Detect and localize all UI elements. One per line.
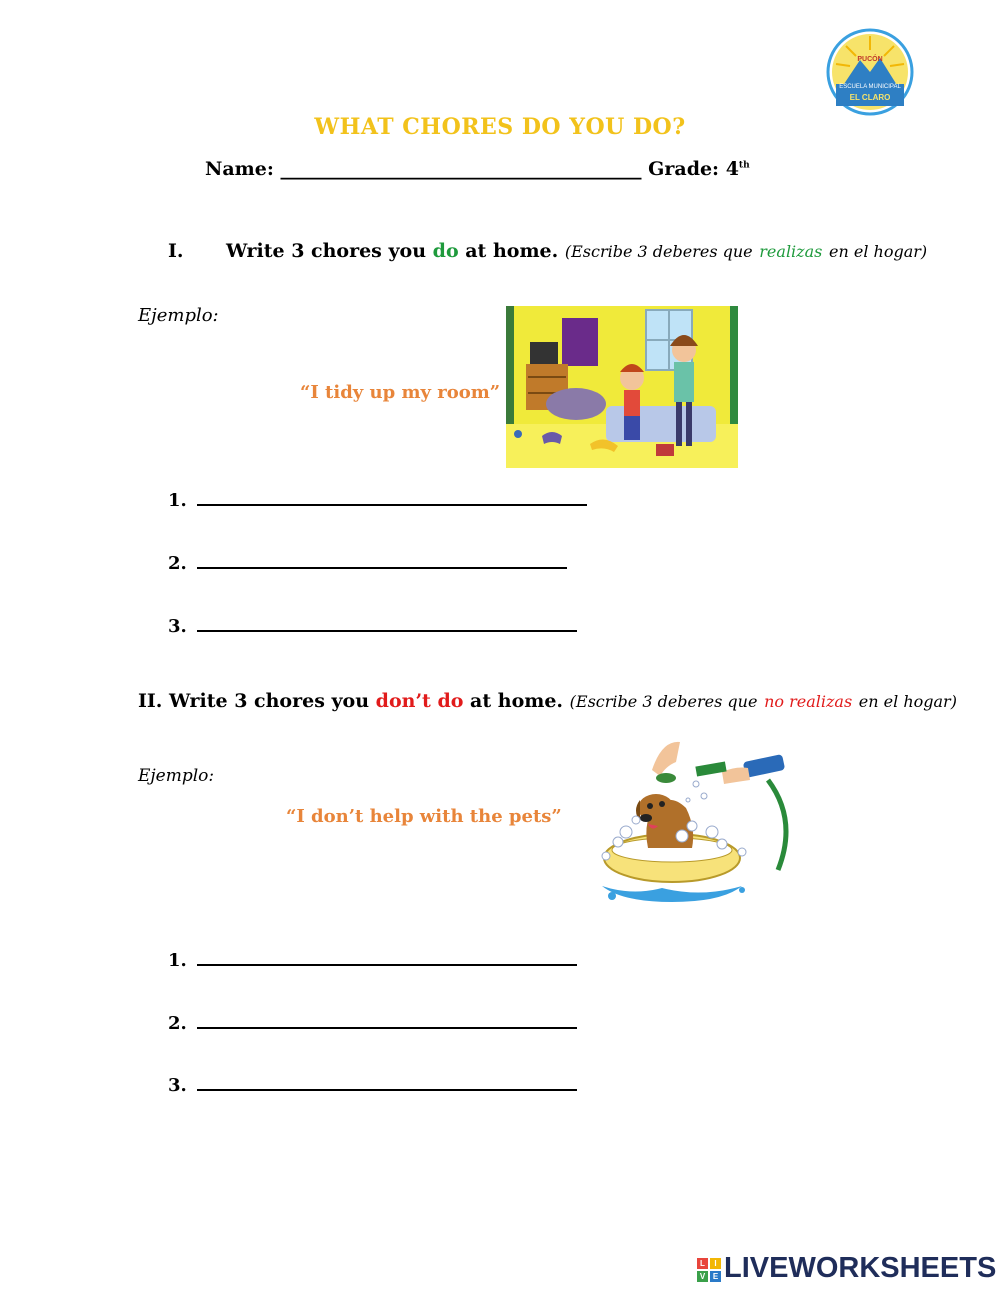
line-number: 1. — [168, 490, 187, 511]
logo-bottom-text: EL CLARO — [849, 93, 891, 102]
school-logo — [826, 28, 914, 116]
section-2-number: II. — [138, 690, 163, 712]
messy-room-illustration — [506, 306, 738, 468]
section-1-line-3[interactable] — [168, 616, 577, 637]
section-2-highlight: don’t do — [375, 690, 464, 712]
line-number: 3. — [168, 1075, 187, 1096]
section-2-example-label: Ejemplo: — [138, 766, 215, 786]
section-1-line-1[interactable] — [168, 490, 587, 511]
section-2-es-after: en el hogar) — [858, 692, 957, 711]
badge-letter: I — [710, 1258, 721, 1269]
section-2-line-2[interactable] — [168, 1013, 577, 1034]
name-grade-row — [205, 158, 750, 180]
badge-letter: L — [697, 1258, 708, 1269]
live-badge-icon — [697, 1258, 721, 1282]
answer-blank[interactable] — [197, 950, 577, 966]
section-2-es-before: (Escribe 3 deberes que — [569, 692, 758, 711]
section-1-es-before: (Escribe 3 deberes que — [564, 242, 753, 261]
liveworksheets-logo — [697, 1252, 997, 1286]
section-1-line-2[interactable] — [168, 553, 567, 574]
answer-blank[interactable] — [197, 490, 587, 506]
name-blank: ______________________________________ — [280, 158, 642, 180]
section-1-example-quote: “I tidy up my room” — [300, 382, 501, 403]
liveworksheets-brand: LIVEWORKSHEETS — [724, 1252, 997, 1284]
section-1-example-label: Ejemplo: — [138, 305, 219, 326]
section-1-text: Write 3 chores you — [226, 240, 427, 262]
grade-label: Grade: 4 — [648, 158, 739, 180]
section-2-line-1[interactable] — [168, 950, 577, 971]
line-number: 1. — [168, 950, 187, 971]
answer-blank[interactable] — [197, 1075, 577, 1091]
line-number: 3. — [168, 616, 187, 637]
section-1-es-highlight: realizas — [759, 242, 823, 261]
dog-bath-illustration — [592, 740, 800, 912]
section-2-line-3[interactable] — [168, 1075, 577, 1096]
section-1-number: I. — [168, 240, 184, 262]
section-1-heading — [168, 240, 927, 262]
badge-letter: E — [710, 1271, 721, 1282]
logo-top-text: PUCÓN — [857, 56, 883, 63]
logo-middle-text: ESCUELA MUNICIPAL — [839, 84, 901, 90]
section-1-highlight: do — [432, 240, 459, 262]
section-1-text-after: at home. — [465, 240, 559, 262]
section-2-es-highlight: no realizas — [764, 692, 853, 711]
name-label: Name: — [205, 158, 274, 180]
section-2-example-quote: “I don’t help with the pets” — [286, 806, 562, 827]
line-number: 2. — [168, 1013, 187, 1034]
section-2-text-after: at home. — [470, 690, 564, 712]
page-title: WHAT CHORES DO YOU DO? — [314, 114, 686, 140]
grade-suffix: th — [738, 160, 750, 171]
answer-blank[interactable] — [197, 616, 577, 632]
answer-blank[interactable] — [197, 553, 567, 569]
answer-blank[interactable] — [197, 1013, 577, 1029]
section-1-es-after: en el hogar) — [828, 242, 928, 261]
section-2-heading — [138, 690, 957, 712]
badge-letter: V — [697, 1271, 708, 1282]
section-2-text: Write 3 chores you — [169, 690, 370, 712]
line-number: 2. — [168, 553, 187, 574]
